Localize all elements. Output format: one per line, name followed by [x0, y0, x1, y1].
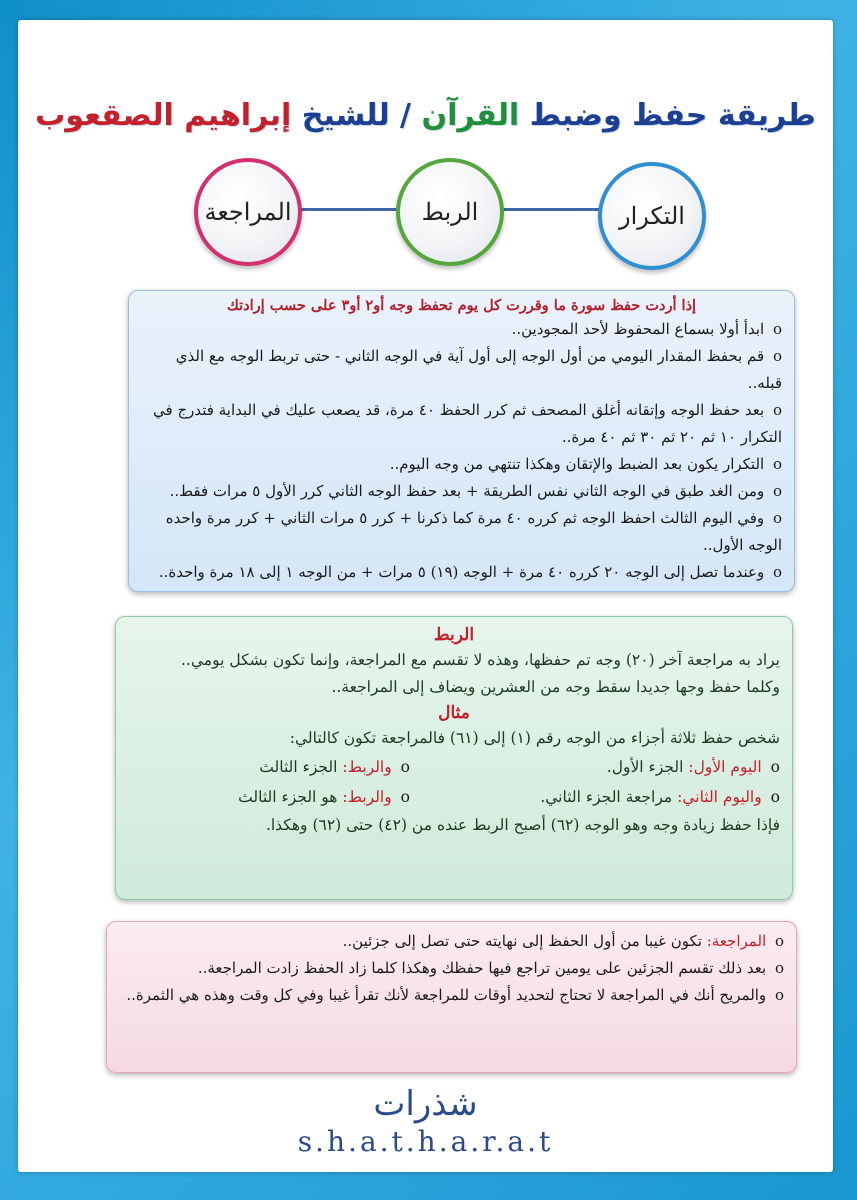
- bullet-icon: o: [772, 347, 782, 365]
- list-item: o قم بحفظ المقدار اليومي من أول الوجه إلى أول آية في الوجه الثاني - حتى تربط الوجه مع الذي قبله..: [175, 347, 782, 392]
- bullet-icon: o: [400, 788, 410, 806]
- bullet-icon: o: [772, 509, 782, 527]
- rabt-line: يراد به مراجعة آخر (٢٠) وجه تم حفظها، وهذه لا تقسم مع المراجعة، وإنما تكون بشكل يومي..: [181, 651, 780, 669]
- list-item: o المراجعة: تكون غيبا من أول الحفظ إلى نهايته حتى تصل إلى جزئين..: [342, 932, 784, 950]
- example-row: [128, 752, 780, 782]
- example-heading: مثال: [438, 703, 470, 723]
- example-day1: o اليوم الأول: الجزء الأول.: [606, 758, 780, 776]
- bullet-icon: o: [400, 758, 410, 776]
- murajaa-box: [106, 921, 797, 1073]
- example-day2: o واليوم الثاني: مراجعة الجزء الثاني.: [540, 788, 780, 806]
- takrar-intro: إذا أردت حفظ سورة ما وقررت كل يوم تحفظ وجه أو٢ أو٣ على حسب إرادتك: [226, 297, 697, 314]
- example-day1-rabt: o والربط: الجزء الثالث: [259, 758, 410, 776]
- method-steps-diagram: [186, 158, 706, 262]
- list-item: o التكرار يكون بعد الضبط والإتقان وهكذا تنتهي من وجه اليوم..: [389, 455, 782, 473]
- example-row: [128, 782, 780, 812]
- list-item: o ومن الغد طبق في الوجه الثاني نفس الطريقة + بعد حفظ الوجه الثاني كرر الأول ٥ مرات فقط..: [169, 482, 782, 500]
- bullet-icon: o: [772, 320, 782, 338]
- connector-line: [291, 208, 401, 211]
- bullet-icon: o: [772, 482, 782, 500]
- logo-arabic: شذرات: [373, 1084, 478, 1124]
- page-title: طريقة حفظ وضبط القرآن / للشيخ إبراهيم الصقعوب: [35, 98, 816, 133]
- rabt-box: [115, 616, 793, 900]
- step-circle-rabt: الربط: [396, 158, 504, 266]
- takrar-box: [128, 290, 795, 592]
- rabt-line: وكلما حفظ وجها جديدا سقط وجه من العشرين ويضاف إلى المراجعة..: [331, 678, 780, 696]
- list-item: o بعد حفظ الوجه وإتقانه أغلق المصحف ثم كرر الحفظ ٤٠ مرة، قد يصعب عليك في البداية فتدرج في التكرار ١٠ ثم ٢٠ ثم ٣٠ ثم ٤٠ مرة..: [153, 401, 782, 446]
- logo-latin: s.h.a.t.h.a.r.a.t: [297, 1125, 554, 1158]
- step-circle-takrar: التكرار: [598, 162, 706, 270]
- bullet-icon: o: [770, 758, 780, 776]
- bullet-icon: o: [774, 959, 784, 977]
- bullet-icon: o: [772, 455, 782, 473]
- bullet-icon: o: [774, 932, 784, 950]
- bullet-icon: o: [772, 563, 782, 581]
- example-closing: فإذا حفظ زيادة وجه وهو الوجه (٦٢) أصبح الربط عنده من (٤٢) حتى (٦٢) وهكذا.: [265, 816, 780, 834]
- list-item: o والمريح أنك في المراجعة لا تحتاج لتحديد أوقات للمراجعة لأنك تقرأ غيبا وفي كل وقت وهذه هي الثمرة..: [126, 986, 784, 1004]
- example-day2-rabt: o والربط: هو الجزء الثالث: [238, 788, 410, 806]
- bullet-icon: o: [774, 986, 784, 1004]
- bullet-icon: o: [772, 401, 782, 419]
- page-card: [18, 20, 833, 1172]
- bullet-icon: o: [770, 788, 780, 806]
- list-item: o وفي اليوم الثالث احفظ الوجه ثم كرره ٤٠ مرة كما ذكرنا + كرر ٥ مرات الثاني + كرر مرة واحده الوجه الأول..: [165, 509, 782, 554]
- step-circle-murajaa: المراجعة: [194, 158, 302, 266]
- example-intro: شخص حفظ ثلاثة أجزاء من الوجه رقم (١) إلى (٦١) فالمراجعة تكون كالتالي:: [289, 729, 780, 747]
- connector-line: [496, 208, 606, 211]
- list-item: o بعد ذلك تقسم الجزئين على يومين تراجع فيها حفظك وهكذا كلما زاد الحفظ زادت المراجعة..: [197, 959, 784, 977]
- rabt-heading: الربط: [433, 625, 475, 645]
- brand-logo: [18, 1084, 833, 1160]
- list-item: o ابدأ أولا بسماع المحفوظ لأحد المجودين..: [511, 320, 782, 338]
- list-item: o وعندما تصل إلى الوجه ٢٠ كرره ٤٠ مرة + الوجه (١٩) ٥ مرات + من الوجه ١ إلى ١٨ مرة واحدة..: [158, 563, 782, 581]
